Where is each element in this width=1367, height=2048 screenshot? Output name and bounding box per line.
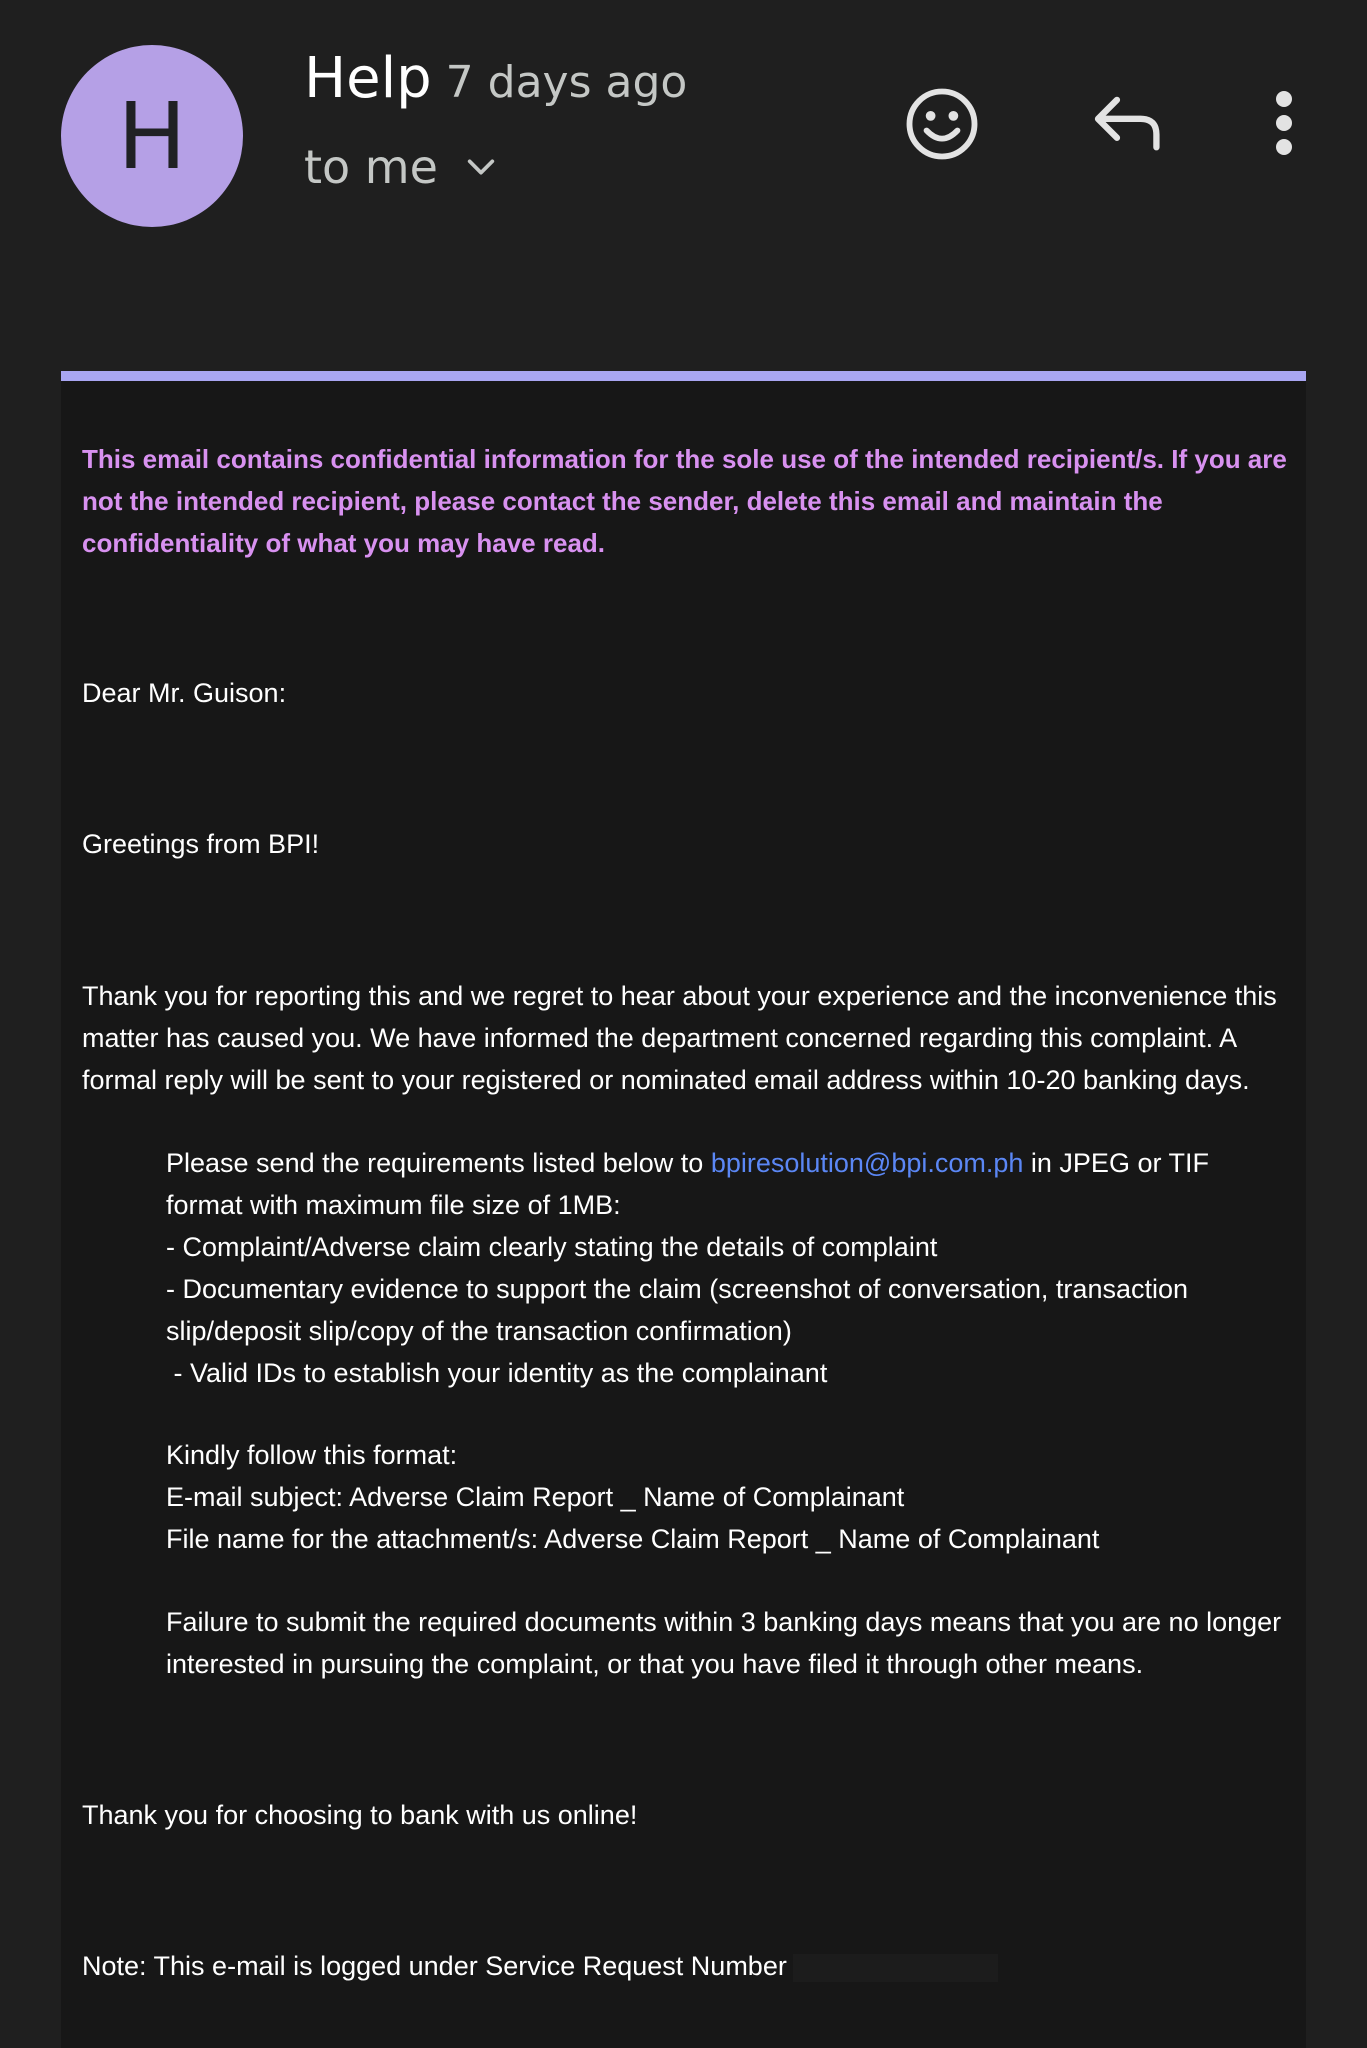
sender-name[interactable]: Help: [304, 46, 432, 111]
requirement-item: - Valid IDs to establish your identity as the complainant: [166, 1358, 828, 1388]
service-request-note: [82, 1945, 1292, 1987]
confidentiality-disclaimer: [82, 438, 1287, 564]
note-text: Note: This e-mail is logged under Service Request Number: [82, 1951, 787, 1981]
recipient-details-toggle[interactable]: [304, 140, 498, 194]
failure-line: Failure to submit the required documents within 3 banking days means that you are no longer: [166, 1607, 1282, 1637]
email-body-divider: [61, 371, 1306, 381]
recipient-label: to me: [304, 140, 438, 194]
more-vertical-icon: [1273, 90, 1295, 156]
chevron-down-icon: [464, 150, 498, 184]
intro-line: formal reply will be sent to your registered or nominated email address within 10-20 banking days.: [82, 1065, 1250, 1095]
format-subject: E-mail subject: Adverse Claim Report _ Name of Complainant: [166, 1482, 905, 1512]
reply-button[interactable]: [1082, 82, 1174, 162]
failure-line: interested in pursuing the complaint, or that you have filed it through other means.: [166, 1649, 1144, 1679]
requirements-block: [166, 1142, 1296, 1394]
requirements-text: in JPEG or TIF: [1023, 1148, 1209, 1178]
format-heading: Kindly follow this format:: [166, 1440, 458, 1470]
requirement-item: - Complaint/Adverse claim clearly stating the details of complaint: [166, 1232, 938, 1262]
avatar[interactable]: [61, 45, 243, 227]
smiley-icon: [903, 85, 981, 163]
disclaimer-line: confidentiality of what you may have read.: [82, 528, 606, 558]
format-instructions: [166, 1434, 1296, 1560]
format-filename: File name for the attachment/s: Adverse Claim Report _ Name of Complainant: [166, 1524, 1100, 1554]
sender-line: [304, 46, 687, 111]
failure-notice: [166, 1601, 1296, 1685]
more-options-button[interactable]: [1262, 78, 1306, 168]
requirements-text: Please send the requirements listed below to: [166, 1148, 711, 1178]
requirements-intro: [166, 1142, 1296, 1184]
intro-line: Thank you for reporting this and we regret to hear about your experience and the inconvenience this: [82, 981, 1277, 1011]
disclaimer-line: This email contains confidential information for the sole use of the intended recipient/s. If you are: [82, 444, 1287, 474]
requirement-item: slip/deposit slip/copy of the transaction confirmation): [166, 1316, 792, 1346]
sent-time: 7 days ago: [445, 57, 688, 108]
salutation: Dear Mr. Guison:: [82, 678, 287, 708]
greeting: Greetings from BPI!: [82, 829, 320, 859]
requirements-line: format with maximum file size of 1MB:: [166, 1190, 621, 1220]
intro-line: matter has caused you. We have informed the department concerned regarding this complaint. A: [82, 1023, 1238, 1053]
reply-icon: [1090, 92, 1166, 152]
email-header: [0, 0, 1367, 330]
resolution-email-link[interactable]: bpiresolution@bpi.com.ph: [710, 1148, 1024, 1178]
requirement-item: - Documentary evidence to support the claim (screenshot of conversation, transaction: [166, 1274, 1189, 1304]
disclaimer-line: not the intended recipient, please contact the sender, delete this email and maintain the: [82, 486, 1163, 516]
avatar-letter: H: [117, 82, 187, 190]
intro-paragraph: [82, 975, 1292, 1101]
add-reaction-button[interactable]: [896, 78, 988, 170]
redacted-request-number: [793, 1954, 998, 1982]
closing-line: Thank you for choosing to bank with us online!: [82, 1800, 638, 1830]
